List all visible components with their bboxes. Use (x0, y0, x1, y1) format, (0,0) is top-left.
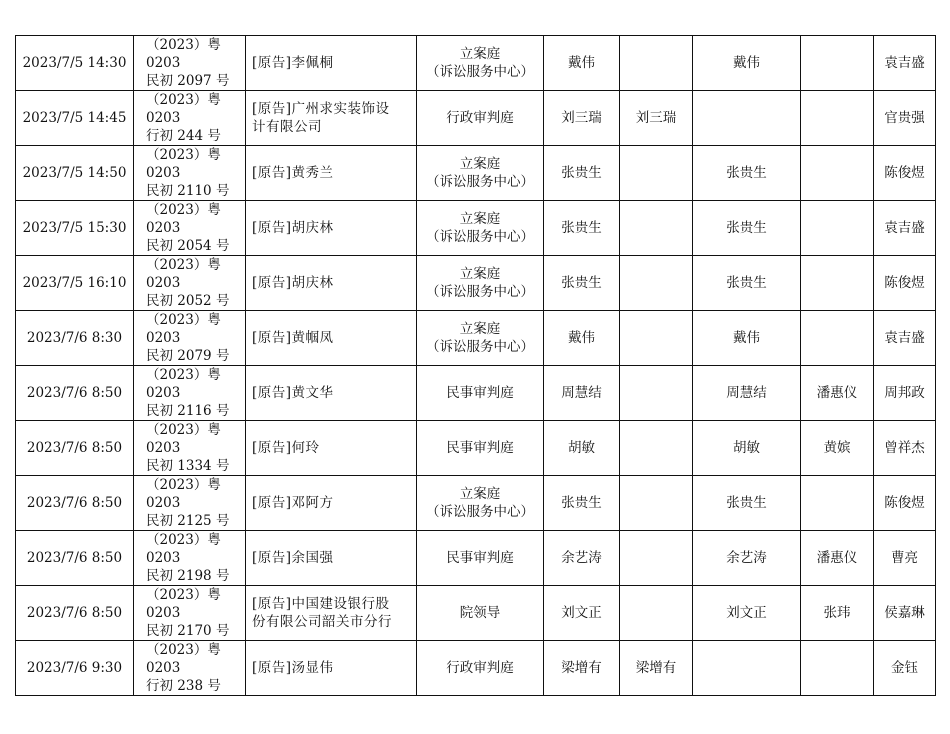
juror-cell (801, 36, 874, 91)
clerk-cell: 周邦政 (874, 366, 936, 421)
clerk-cell: 陈俊煜 (874, 146, 936, 201)
case-number-cell: （2023）粤 0203 民初 1334 号 (134, 421, 246, 476)
case-number-cell: （2023）粤 0203 民初 2110 号 (134, 146, 246, 201)
table-row (16, 201, 936, 256)
judge-cell: 戴伟 (544, 311, 620, 366)
hearing-time-cell: 2023/7/5 14:30 (16, 36, 134, 91)
department-cell: 立案庭 （诉讼服务中心） (417, 201, 544, 256)
juror-cell (801, 146, 874, 201)
case-number-cell: （2023）粤 0203 民初 2198 号 (134, 531, 246, 586)
table-row (16, 476, 936, 531)
clerk-cell: 陈俊煜 (874, 476, 936, 531)
judge-cell: 张贵生 (544, 476, 620, 531)
juror-cell (801, 201, 874, 256)
clerk-cell: 曾祥杰 (874, 421, 936, 476)
table-row (16, 586, 936, 641)
table-row (16, 36, 936, 91)
table-row (16, 531, 936, 586)
presiding-judge-cell: 梁增有 (620, 641, 693, 696)
hearing-time-cell: 2023/7/6 9:30 (16, 641, 134, 696)
presiding-judge-cell (620, 36, 693, 91)
department-cell: 立案庭 （诉讼服务中心） (417, 146, 544, 201)
clerk-cell: 曹亮 (874, 531, 936, 586)
juror-cell (801, 256, 874, 311)
hearing-time-cell: 2023/7/6 8:50 (16, 586, 134, 641)
party-cell: [原告]何玲 (246, 421, 417, 476)
judge-cell: 梁增有 (544, 641, 620, 696)
undertaking-judge-cell: 刘文正 (693, 586, 801, 641)
table-row (16, 366, 936, 421)
department-cell: 立案庭 （诉讼服务中心） (417, 256, 544, 311)
department-cell: 行政审判庭 (417, 91, 544, 146)
juror-cell (801, 311, 874, 366)
undertaking-judge-cell: 戴伟 (693, 36, 801, 91)
undertaking-judge-cell (693, 641, 801, 696)
party-cell: [原告]余国强 (246, 531, 417, 586)
clerk-cell: 袁吉盛 (874, 311, 936, 366)
judge-cell: 刘三瑞 (544, 91, 620, 146)
party-cell: [原告]中国建设银行股 份有限公司韶关市分行 (246, 586, 417, 641)
hearing-time-cell: 2023/7/6 8:50 (16, 366, 134, 421)
case-number-cell: （2023）粤 0203 民初 2052 号 (134, 256, 246, 311)
clerk-cell: 袁吉盛 (874, 201, 936, 256)
hearing-time-cell: 2023/7/5 14:45 (16, 91, 134, 146)
presiding-judge-cell (620, 201, 693, 256)
clerk-cell: 金钰 (874, 641, 936, 696)
presiding-judge-cell (620, 586, 693, 641)
presiding-judge-cell (620, 256, 693, 311)
table-row (16, 421, 936, 476)
case-number-cell: （2023）粤 0203 民初 2125 号 (134, 476, 246, 531)
party-cell: [原告]李佩桐 (246, 36, 417, 91)
juror-cell: 潘惠仪 (801, 366, 874, 421)
judge-cell: 张贵生 (544, 256, 620, 311)
clerk-cell: 官贵强 (874, 91, 936, 146)
judge-cell: 戴伟 (544, 36, 620, 91)
hearing-time-cell: 2023/7/6 8:50 (16, 421, 134, 476)
judge-cell: 张贵生 (544, 201, 620, 256)
case-number-cell: （2023）粤 0203 民初 2054 号 (134, 201, 246, 256)
presiding-judge-cell (620, 366, 693, 421)
undertaking-judge-cell: 戴伟 (693, 311, 801, 366)
juror-cell (801, 91, 874, 146)
undertaking-judge-cell: 张贵生 (693, 256, 801, 311)
juror-cell (801, 641, 874, 696)
party-cell: [原告]黄文华 (246, 366, 417, 421)
judge-cell: 刘文正 (544, 586, 620, 641)
juror-cell (801, 476, 874, 531)
clerk-cell: 陈俊煜 (874, 256, 936, 311)
juror-cell: 潘惠仪 (801, 531, 874, 586)
undertaking-judge-cell: 张贵生 (693, 201, 801, 256)
presiding-judge-cell (620, 311, 693, 366)
hearing-time-cell: 2023/7/5 15:30 (16, 201, 134, 256)
clerk-cell: 袁吉盛 (874, 36, 936, 91)
hearing-time-cell: 2023/7/6 8:30 (16, 311, 134, 366)
undertaking-judge-cell: 周慧结 (693, 366, 801, 421)
case-number-cell: （2023）粤 0203 民初 2079 号 (134, 311, 246, 366)
department-cell: 民事审判庭 (417, 421, 544, 476)
party-cell: [原告]黄帼凤 (246, 311, 417, 366)
clerk-cell: 侯嘉琳 (874, 586, 936, 641)
undertaking-judge-cell: 张贵生 (693, 146, 801, 201)
party-cell: [原告]胡庆林 (246, 201, 417, 256)
department-cell: 院领导 (417, 586, 544, 641)
case-number-cell: （2023）粤 0203 民初 2097 号 (134, 36, 246, 91)
department-cell: 立案庭 （诉讼服务中心） (417, 36, 544, 91)
party-cell: [原告]黄秀兰 (246, 146, 417, 201)
hearing-time-cell: 2023/7/5 14:50 (16, 146, 134, 201)
undertaking-judge-cell (693, 91, 801, 146)
department-cell: 民事审判庭 (417, 366, 544, 421)
hearing-time-cell: 2023/7/5 16:10 (16, 256, 134, 311)
table-row (16, 91, 936, 146)
hearing-time-cell: 2023/7/6 8:50 (16, 476, 134, 531)
judge-cell: 张贵生 (544, 146, 620, 201)
party-cell: [原告]广州求实装饰设 计有限公司 (246, 91, 417, 146)
department-cell: 立案庭 （诉讼服务中心） (417, 311, 544, 366)
case-number-cell: （2023）粤 0203 行初 244 号 (134, 91, 246, 146)
department-cell: 立案庭 （诉讼服务中心） (417, 476, 544, 531)
case-number-cell: （2023）粤 0203 民初 2116 号 (134, 366, 246, 421)
judge-cell: 余艺涛 (544, 531, 620, 586)
table-row (16, 256, 936, 311)
undertaking-judge-cell: 余艺涛 (693, 531, 801, 586)
case-number-cell: （2023）粤 0203 行初 238 号 (134, 641, 246, 696)
judge-cell: 胡敏 (544, 421, 620, 476)
table-row (16, 311, 936, 366)
juror-cell: 张玮 (801, 586, 874, 641)
juror-cell: 黄嫔 (801, 421, 874, 476)
presiding-judge-cell (620, 476, 693, 531)
department-cell: 行政审判庭 (417, 641, 544, 696)
undertaking-judge-cell: 张贵生 (693, 476, 801, 531)
table-row (16, 146, 936, 201)
presiding-judge-cell (620, 146, 693, 201)
presiding-judge-cell: 刘三瑞 (620, 91, 693, 146)
party-cell: [原告]汤显伟 (246, 641, 417, 696)
hearing-schedule-table (15, 35, 936, 696)
undertaking-judge-cell: 胡敏 (693, 421, 801, 476)
party-cell: [原告]邓阿方 (246, 476, 417, 531)
department-cell: 民事审判庭 (417, 531, 544, 586)
presiding-judge-cell (620, 531, 693, 586)
table-body (16, 36, 936, 696)
party-cell: [原告]胡庆林 (246, 256, 417, 311)
table-row (16, 641, 936, 696)
hearing-time-cell: 2023/7/6 8:50 (16, 531, 134, 586)
presiding-judge-cell (620, 421, 693, 476)
judge-cell: 周慧结 (544, 366, 620, 421)
case-number-cell: （2023）粤 0203 民初 2170 号 (134, 586, 246, 641)
